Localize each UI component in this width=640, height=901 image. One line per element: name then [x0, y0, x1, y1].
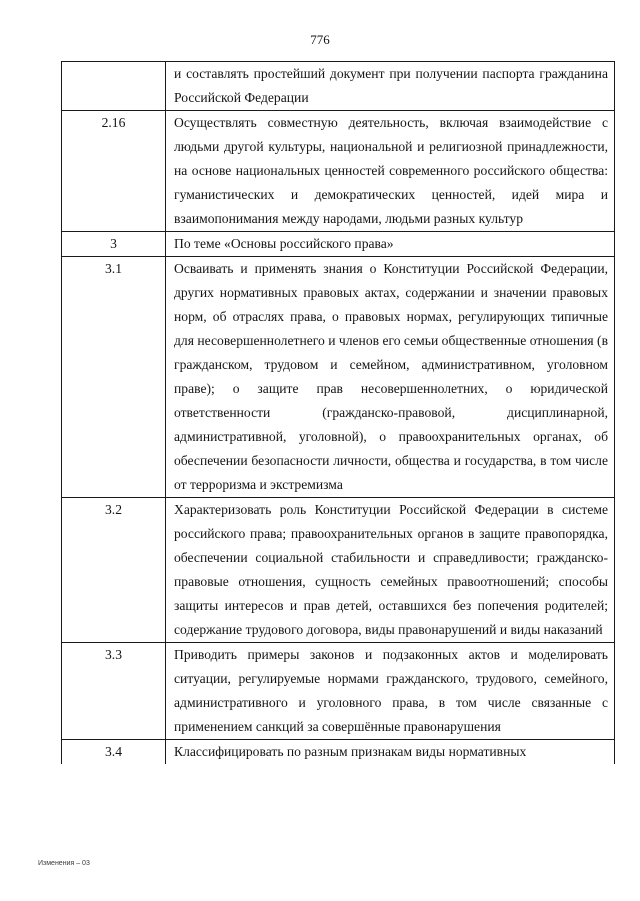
row-text: Осуществлять совместную деятельность, включая взаимодействие с людьми другой культуры, национальной и религиозной принадлежности, на основе национальных ценностей современного российского общества: гуманистических и демократических ценностей, идей мира и взаимопонимания между народами, людьми разных культур — [166, 111, 615, 232]
row-text: Классифицировать по разным признакам виды нормативных — [166, 740, 615, 765]
row-number: 3 — [62, 232, 166, 257]
table-row — [62, 498, 615, 643]
row-number: 3.4 — [62, 740, 166, 765]
table-row — [62, 62, 615, 111]
table-row — [62, 232, 615, 257]
row-number: 3.1 — [62, 257, 166, 498]
row-text: По теме «Основы российского права» — [166, 232, 615, 257]
row-text: и составлять простейший документ при получении паспорта гражданина Российской Федерации — [166, 62, 615, 111]
table-row — [62, 643, 615, 740]
row-text: Осваивать и применять знания о Конституции Российской Федерации, других нормативных правовых актах, содержании и значении правовых норм, об отраслях права, о правовых нормах, регулирующих типичные для несовершеннолетнего и членов его семьи общественные отношения (в гражданском, трудовом и семейном, административном, уголовном праве); о защите прав несовершеннолетних, о юридической ответственности (гражданско-правовой, дисциплинарной, административной, уголовной), о правоохранительных органах, об обеспечении безопасности личности, общества и государства, в том числе от терроризма и экстремизма — [166, 257, 615, 498]
row-text: Приводить примеры законов и подзаконных актов и моделировать ситуации, регулируемые нормами гражданского, трудового, семейного, административного и уголовного права, в том числе связанные с применением санкций за совершённые правонарушения — [166, 643, 615, 740]
page-number: 776 — [310, 32, 330, 47]
revision-footer: Изменения – 03 — [38, 860, 90, 867]
table-row — [62, 257, 615, 498]
table-row — [62, 111, 615, 232]
row-number: 2.16 — [62, 111, 166, 232]
row-number: 3.2 — [62, 498, 166, 643]
row-number: 3.3 — [62, 643, 166, 740]
requirements-table — [61, 61, 615, 764]
table-row — [62, 740, 615, 765]
row-number — [62, 62, 166, 111]
row-text: Характеризовать роль Конституции Российской Федерации в системе российского права; правоохранительных органов в защите правопорядка, обеспечении социальной стабильности и справедливости; гражданско-правовые отношения, сущность семейных правоотношений; способы защиты интересов и прав детей, оставшихся без попечения родителей; содержание трудового договора, виды правонарушений и виды наказаний — [166, 498, 615, 643]
